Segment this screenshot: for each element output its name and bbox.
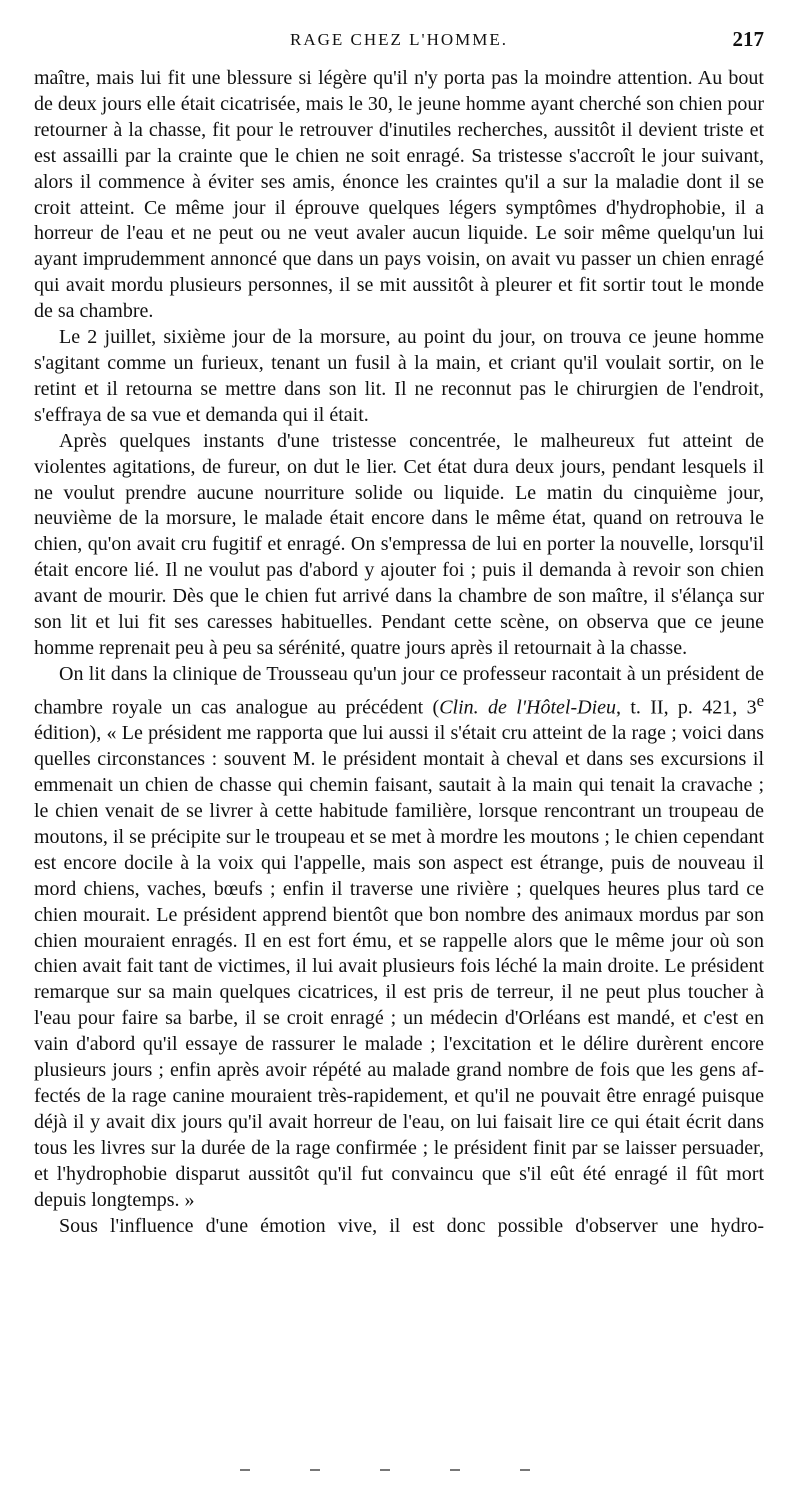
page-number: 217 [732, 27, 764, 51]
paragraph-july-second: Le 2 juillet, sixième jour de la morsure, au point du jour, on trouva ce jeune homme s'agitant comme un furieux, tenant un fusil à la main, et criant qu'il voulait sortir, on le retint et il retourna se mettre dans son lit. Il ne reconnut pas le chirurgien de l'endroit, s'effraya de sa vue et demanda qui il était. [34, 326, 764, 426]
body-text [34, 66, 764, 1239]
paragraph-trousseau-case [34, 662, 764, 1214]
print-mark [240, 1469, 250, 1471]
print-mark [450, 1469, 460, 1471]
trousseau-lead: On lit dans la clinique de Trousseau qu'un jour ce professeur racontait à un président de chambre royale un cas analogue au précédent ( [34, 662, 764, 719]
president-quote: « Le président me rapporta que lui aussi il s'était cru atteint de la rage ; voici dans quelles circonstances : souvent M. le président montait à cheval et dans ses excursions il emmenait un chien de chasse qui chemin faisant, sautait à la main qui tenait la cravache ; le chien venait de se livrer à cette habitude familière, lorsque rencontrant un troupeau de moutons, il se précipite sur le troupeau et se met à mordre les moutons ; le chien cependant est encore docile à la voix qui l'appelle, mais son aspect est étrange, puis de nouveau il mord chiens, vaches, bœufs ; enfin il traverse une rivière ; quelques heures plus tard ce chien mourait. Le président apprend bientôt que bon nombre des animaux mordus par son chien mouraient enragés. Il en est fort ému, et se rappelle alors que le même jour où son chien avait fait tant de victimes, il lui avait plusieurs fois léché la main droite. Le président remarque sur sa main quelques cicatrices, il est pris de terreur, il ne peut plus toucher à l'eau pour faire sa barbe, il se croit enragé ; un médecin d'Orléans est mandé, et c'est en vain d'abord qu'il essaye de rassurer le malade ; l'excitation et le délire durèrent encore plusieurs jours ; enfin après avoir répété au malade grand nombre de fois que les gens affectés de la rage canine mouraient très-rapidement, et qu'il ne pouvait être enragé puisque déjà il y avait dix jours qu'il avait horreur de l'eau, on lui faisait lire ce qui était écrit dans tous les livres sur la durée de la rage confirmée ; le président finit par se laisser persuader, et l'hydrophobie disparut aussitôt qu'il fut convaincu que s'il eût été enragé il fût mort depuis longtemps. » [34, 722, 764, 1211]
running-header [34, 27, 764, 58]
edition-superscript: e [756, 690, 764, 710]
citation-details: , t. II, p. 421, 3 [616, 696, 757, 719]
paragraph-conclusion: Sous l'influence d'une émotion vive, il est donc possible d'observer une hydro- [59, 1214, 764, 1237]
print-mark [520, 1469, 530, 1471]
footer-print-marks [240, 1469, 580, 1473]
edition-tail: édition), [34, 722, 107, 745]
citation-title: Clin. de l'Hôtel-Dieu [439, 696, 617, 719]
running-title: RAGE CHEZ L'HOMME. [289, 30, 509, 49]
print-mark [310, 1469, 320, 1471]
paragraph-continued-case: maître, mais lui fit une blessure si légère qu'il n'y porta pas la moindre attention. Au bout de deux jours elle était cicatrisée, mais le 30, le jeune homme ayant cherché son chien pour retourner à la chasse, fit pour le retrouver d'inutiles recherches, aussitôt il devient triste et est assailli par la crainte que le chien ne soit enragé. Sa tristesse s'accroît le jour suivant, alors il commence à éviter ses amis, énonce les craintes qu'il a sur la maladie dont il se croit atteint. Ce même jour il éprouve quelques légers symptômes d'hydrophobie, il a horreur de l'eau et ne peut ou ne veut avaler aucun liquide. Le soir même quelqu'un lui ayant imprudemment annoncé que dans un pays voisin, on avait vu passer un chien enragé qui avait mordu plusieurs personnes, il se mit aussitôt à pleurer et fit sortir tout le monde de sa chambre. [34, 67, 764, 323]
paragraph-recovery: Après quelques instants d'une tristesse concentrée, le malheureux fut atteint de violentes agitations, de fureur, on dut le lier. Cet état dura deux jours, pendant lesquels il ne voulut prendre aucune nourriture solide ou liquide. Le matin du cinquième jour, neuvième de la morsure, le malade était encore dans le même état, quand on retrouva le chien, qu'on avait cru fugitif et enragé. On s'empressa de lui en porter la nouvelle, lorsqu'il était encore lié. Il ne voulut pas d'abord y ajouter foi ; puis il demanda à revoir son chien avant de mourir. Dès que le chien fut arrivé dans la chambre de son maître, il s'élança sur son lit et lui fit ses caresses habituelles. Pendant cette scène, on observa que ce jeune homme reprenait peu à peu sa sérénité, quatre jours après il retournait à la chasse. [34, 429, 764, 659]
print-mark [380, 1469, 390, 1471]
